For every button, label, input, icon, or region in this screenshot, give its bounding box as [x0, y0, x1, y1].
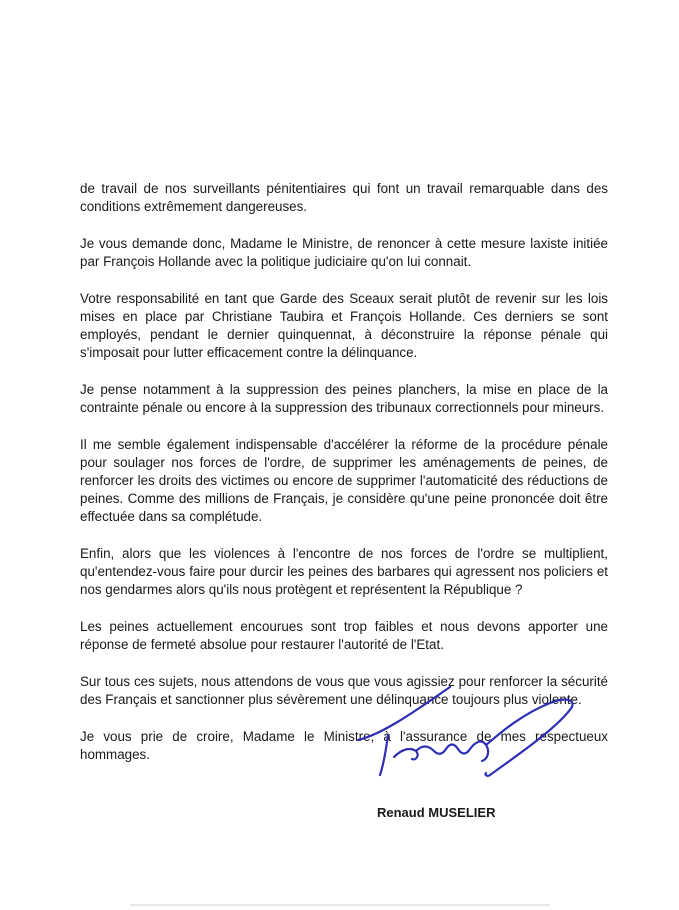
paragraph-6: Enfin, alors que les violences à l'encontre de nos forces de l'ordre se multiplient, qu'entendez-vous faire pour durcir les peines des barbares qui agressent nos policiers et nos gendarmes alors qu'ils nous protègent et représentent la République ? [80, 546, 608, 597]
paragraph-3: Votre responsabilité en tant que Garde des Sceaux serait plutôt de revenir sur les lois mises en place par Christiane Taubira et François Hollande. Ces derniers se sont employés, pendant le dernier quinquennat, à déconstruire la réponse pénale qui s'imposait pour lutter efficacement contre la délinquance. [80, 291, 608, 360]
paragraph-7: Les peines actuellement encourues sont trop faibles et nous devons apporter une réponse de fermeté absolue pour restaurer l'autorité de l'Etat. [80, 619, 608, 652]
handwritten-signature [350, 675, 580, 785]
paragraph-5: Il me semble également indispensable d'accélérer la réforme de la procédure pénale pour soulager nos forces de l'ordre, de supprimer les aménagements de peines, de renforcer les droits des victimes ou encore de supprimer l'automaticité des réductions de peines. Comme des millions de Français, je considère qu'une peine prononcée doit être effectuée dans sa complétude. [80, 437, 608, 524]
paragraph-8: Sur tous ces sujets, nous attendons de vous que vous agissiez pour renforcer la sécurité des Français et sanctionner plus sévèrement une délinquance toujours plus violente. [80, 674, 608, 707]
paragraph-2: Je vous demande donc, Madame le Ministre, de renoncer à cette mesure laxiste initiée par François Hollande avec la politique judiciaire qu'on lui connait. [80, 236, 608, 269]
paragraph-1: de travail de nos surveillants pénitentiaires qui font un travail remarquable dans des conditions extrêmement dangereuses. [80, 181, 608, 214]
page-divider [130, 904, 550, 906]
paragraph-9: Je vous prie de croire, Madame le Ministre, à l'assurance de mes respectueux hommages. [80, 729, 608, 762]
paragraph-4: Je pense notamment à la suppression des peines planchers, la mise en place de la contrainte pénale ou encore à la suppression des tribunaux correctionnels pour mineurs. [80, 382, 608, 415]
signer-name: Renaud MUSELIER [377, 805, 496, 820]
